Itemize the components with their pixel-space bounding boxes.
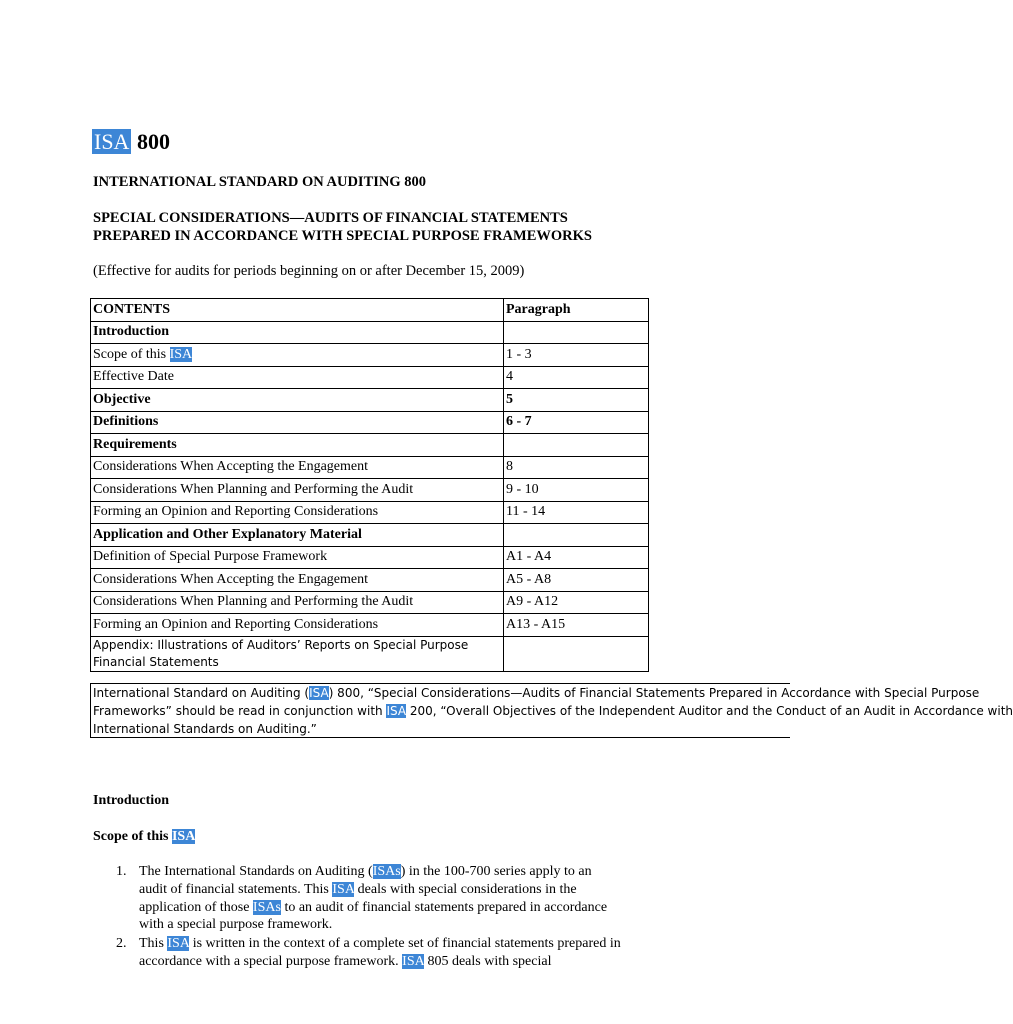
list-line: [139, 899, 607, 917]
table-row: [91, 434, 649, 457]
row-paragraph: 6 - 7: [504, 411, 649, 434]
row-label: Definition of Special Purpose Framework: [91, 546, 504, 569]
subtitle-line-2: PREPARED IN ACCORDANCE WITH SPECIAL PURPOSE FRAMEWORKS: [93, 228, 592, 244]
search-highlight: ISA: [169, 346, 193, 362]
list-text: [139, 935, 621, 971]
row-label: Forming an Opinion and Reporting Considerations: [91, 501, 504, 524]
list-line: with a special purpose framework.: [139, 917, 333, 933]
search-highlight: ISA: [94, 129, 130, 154]
row-paragraph: 4: [504, 366, 649, 389]
appendix-line-2: Financial Statements: [93, 654, 219, 669]
row-paragraph: 8: [504, 456, 649, 479]
row-label: Requirements: [91, 434, 504, 457]
search-highlight: ISAs: [252, 899, 281, 915]
table-row: [91, 321, 649, 344]
scope-heading-text: Scope of this: [93, 829, 172, 844]
search-highlight: ISA: [386, 704, 407, 718]
row-paragraph: A1 - A4: [504, 546, 649, 569]
table-header-row: [91, 299, 649, 322]
row-paragraph: [504, 524, 649, 547]
search-highlight: ISA: [309, 686, 329, 700]
row-paragraph: [504, 321, 649, 344]
row-paragraph: 9 - 10: [504, 479, 649, 502]
table-row: [91, 614, 649, 637]
table-row: [91, 569, 649, 592]
row-label: Considerations When Accepting the Engagement: [91, 569, 504, 592]
standard-name: INTERNATIONAL STANDARD ON AUDITING 800: [93, 174, 427, 190]
paragraph-header: Paragraph: [504, 299, 649, 322]
table-row: [91, 344, 649, 367]
list-line-text: to an audit of financial statements prepared in accordance: [280, 899, 608, 915]
list-number: 2.: [116, 936, 127, 951]
row-paragraph: [504, 434, 649, 457]
row-label: [91, 344, 504, 367]
list-line: [139, 935, 621, 953]
search-highlight: ISAs: [372, 864, 401, 879]
row-label: Considerations When Planning and Performing the Audit: [91, 479, 504, 502]
table-row: [91, 546, 649, 569]
row-paragraph: A5 - A8: [504, 569, 649, 592]
appendix-line-1: Appendix: Illustrations of Auditors’ Reports on Special Purpose: [93, 637, 469, 652]
list-line-text: ) in the 100-700 series apply to an: [400, 864, 592, 879]
list-line-text: accordance with a special purpose framework.: [139, 953, 403, 969]
contents-header: CONTENTS: [91, 299, 504, 322]
list-line: [139, 881, 607, 899]
table-row: [91, 389, 649, 412]
row-label: Considerations When Accepting the Engagement: [91, 456, 504, 479]
subtitle-line-1: SPECIAL CONSIDERATIONS—AUDITS OF FINANCIAL STATEMENTS: [93, 210, 568, 226]
list-line: [139, 863, 607, 881]
table-row: [91, 411, 649, 434]
note-text: 200, “Overall Objectives of the Independent Auditor and the Conduct of an Audit in Accordance with: [406, 704, 1013, 718]
list-line-text: The International Standards on Auditing (: [139, 864, 373, 879]
row-label: Considerations When Planning and Performing the Audit: [91, 591, 504, 614]
reading-note-box: [90, 683, 1013, 738]
note-text: International Standard on Auditing (: [93, 686, 310, 700]
contents-table: [90, 298, 649, 672]
list-number: 1.: [116, 864, 127, 879]
table-row: [91, 591, 649, 614]
row-paragraph: A9 - A12: [504, 591, 649, 614]
introduction-heading: Introduction: [93, 793, 169, 808]
note-line-1: [93, 684, 980, 702]
table-row: [91, 636, 649, 671]
scope-heading: [93, 829, 195, 845]
table-row: [91, 366, 649, 389]
search-highlight: ISA: [167, 936, 190, 951]
list-line-text: application of those: [139, 899, 253, 915]
search-highlight: ISA: [332, 881, 355, 897]
row-paragraph: [504, 636, 649, 671]
note-line-3: International Standards on Auditing.”: [93, 722, 317, 736]
row-label-text: Scope of this: [93, 346, 170, 362]
list-line-text: 805 deals with special: [423, 953, 552, 969]
effective-date-note: (Effective for audits for periods beginning on or after December 15, 2009): [93, 263, 525, 279]
note-line-2: [93, 702, 1013, 720]
document-title: [92, 128, 170, 156]
list-line-text: This: [139, 936, 168, 951]
row-label: Application and Other Explanatory Material: [91, 524, 504, 547]
row-label: Forming an Opinion and Reporting Considerations: [91, 614, 504, 637]
row-paragraph: 11 - 14: [504, 501, 649, 524]
row-label: Definitions: [91, 411, 504, 434]
row-paragraph: 1 - 3: [504, 344, 649, 367]
list-line-text: deals with special considerations in the: [354, 881, 577, 897]
search-highlight: ISA: [171, 829, 196, 844]
list-line: [139, 953, 621, 971]
search-highlight: ISA: [402, 953, 424, 969]
table-row: [91, 501, 649, 524]
list-text: [139, 863, 607, 934]
list-line-text: is written in the context of a complete set of financial statements prepared in: [189, 936, 621, 951]
title-number: 800: [136, 129, 170, 154]
appendix-label: [91, 636, 504, 671]
row-label: Objective: [91, 389, 504, 412]
table-row: [91, 456, 649, 479]
note-text: Frameworks” should be read in conjunction with: [93, 704, 387, 718]
list-line-text: audit of financial statements. This: [139, 881, 333, 897]
table-row: [91, 479, 649, 502]
row-label: Effective Date: [91, 366, 504, 389]
table-row: [91, 524, 649, 547]
row-paragraph: A13 - A15: [504, 614, 649, 637]
note-text: ) 800, “Special Considerations—Audits of Financial Statements Prepared in Accordance with Special Purpose: [328, 686, 980, 700]
row-label: Introduction: [91, 321, 504, 344]
row-paragraph: 5: [504, 389, 649, 412]
